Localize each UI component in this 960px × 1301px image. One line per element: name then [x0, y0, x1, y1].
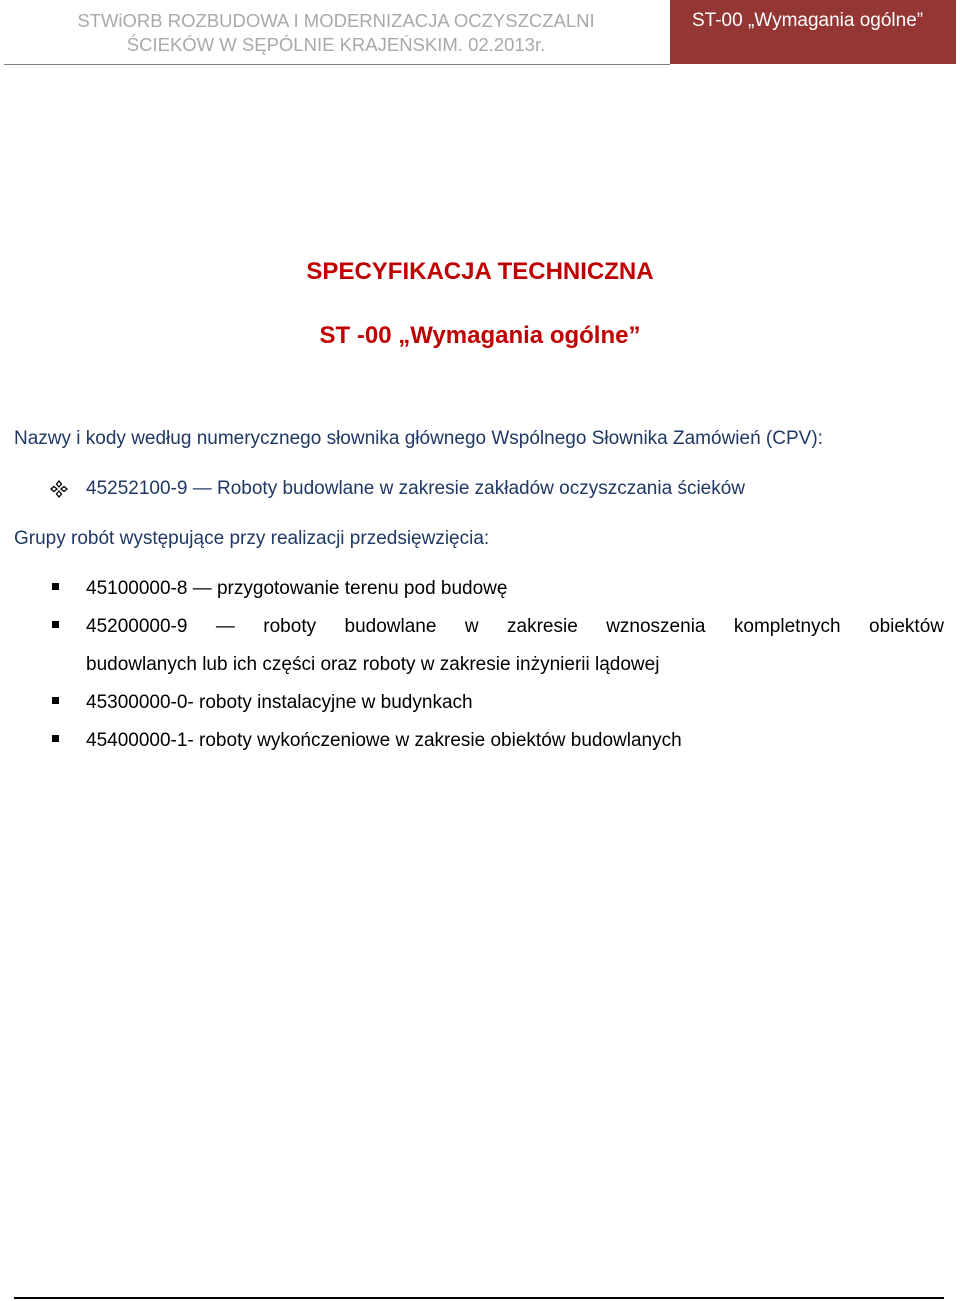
list-item: 45300000-0- roboty instalacyjne w budynkach [86, 692, 473, 713]
header-line-1: STWiORB ROZBUDOWA I MODERNIZACJA OCZYSZCZALNI [77, 10, 595, 31]
document-title: SPECYFIKACJA TECHNICZNA [306, 258, 654, 285]
document-subtitle: ST -00 „Wymagania ogólne” [319, 322, 641, 349]
list-item: 45400000-1- roboty wykończeniowe w zakresie obiektów budowlanych [86, 730, 682, 751]
list-item: 45100000-8 — przygotowanie terenu pod budowę [86, 578, 508, 599]
diamond-bullet-icon [50, 480, 68, 498]
square-bullet-icon [52, 697, 59, 704]
cpv-main-code: 45252100-9 — Roboty budowlane w zakresie zakładów oczyszczania ścieków [86, 478, 746, 499]
square-bullet-icon [52, 621, 59, 628]
list-item-continuation: budowlanych lub ich części oraz roboty w zakresie inżynierii lądowej [86, 654, 660, 675]
header-line-2: ŚCIEKÓW W SĘPÓLNIE KRAJEŃSKIM. 02.2013r. [126, 34, 546, 55]
groups-intro: Grupy robót występujące przy realizacji przedsięwzięcia: [14, 528, 490, 549]
square-bullet-icon [52, 735, 59, 742]
page-header [0, 0, 960, 66]
footer-divider [14, 1297, 944, 1299]
cpv-intro: Nazwy i kody według numerycznego słownika głównego Wspólnego Słownika Zamówień (CPV): [14, 428, 823, 449]
square-bullet-icon [52, 583, 59, 590]
header-project-title [4, 0, 668, 64]
list-item: 45200000-9 — roboty budowlane w zakresie wznoszenia kompletnych obiektów [86, 616, 944, 637]
header-section-label: ST-00 „Wymagania ogólne” [670, 0, 956, 64]
header-divider [4, 64, 670, 65]
